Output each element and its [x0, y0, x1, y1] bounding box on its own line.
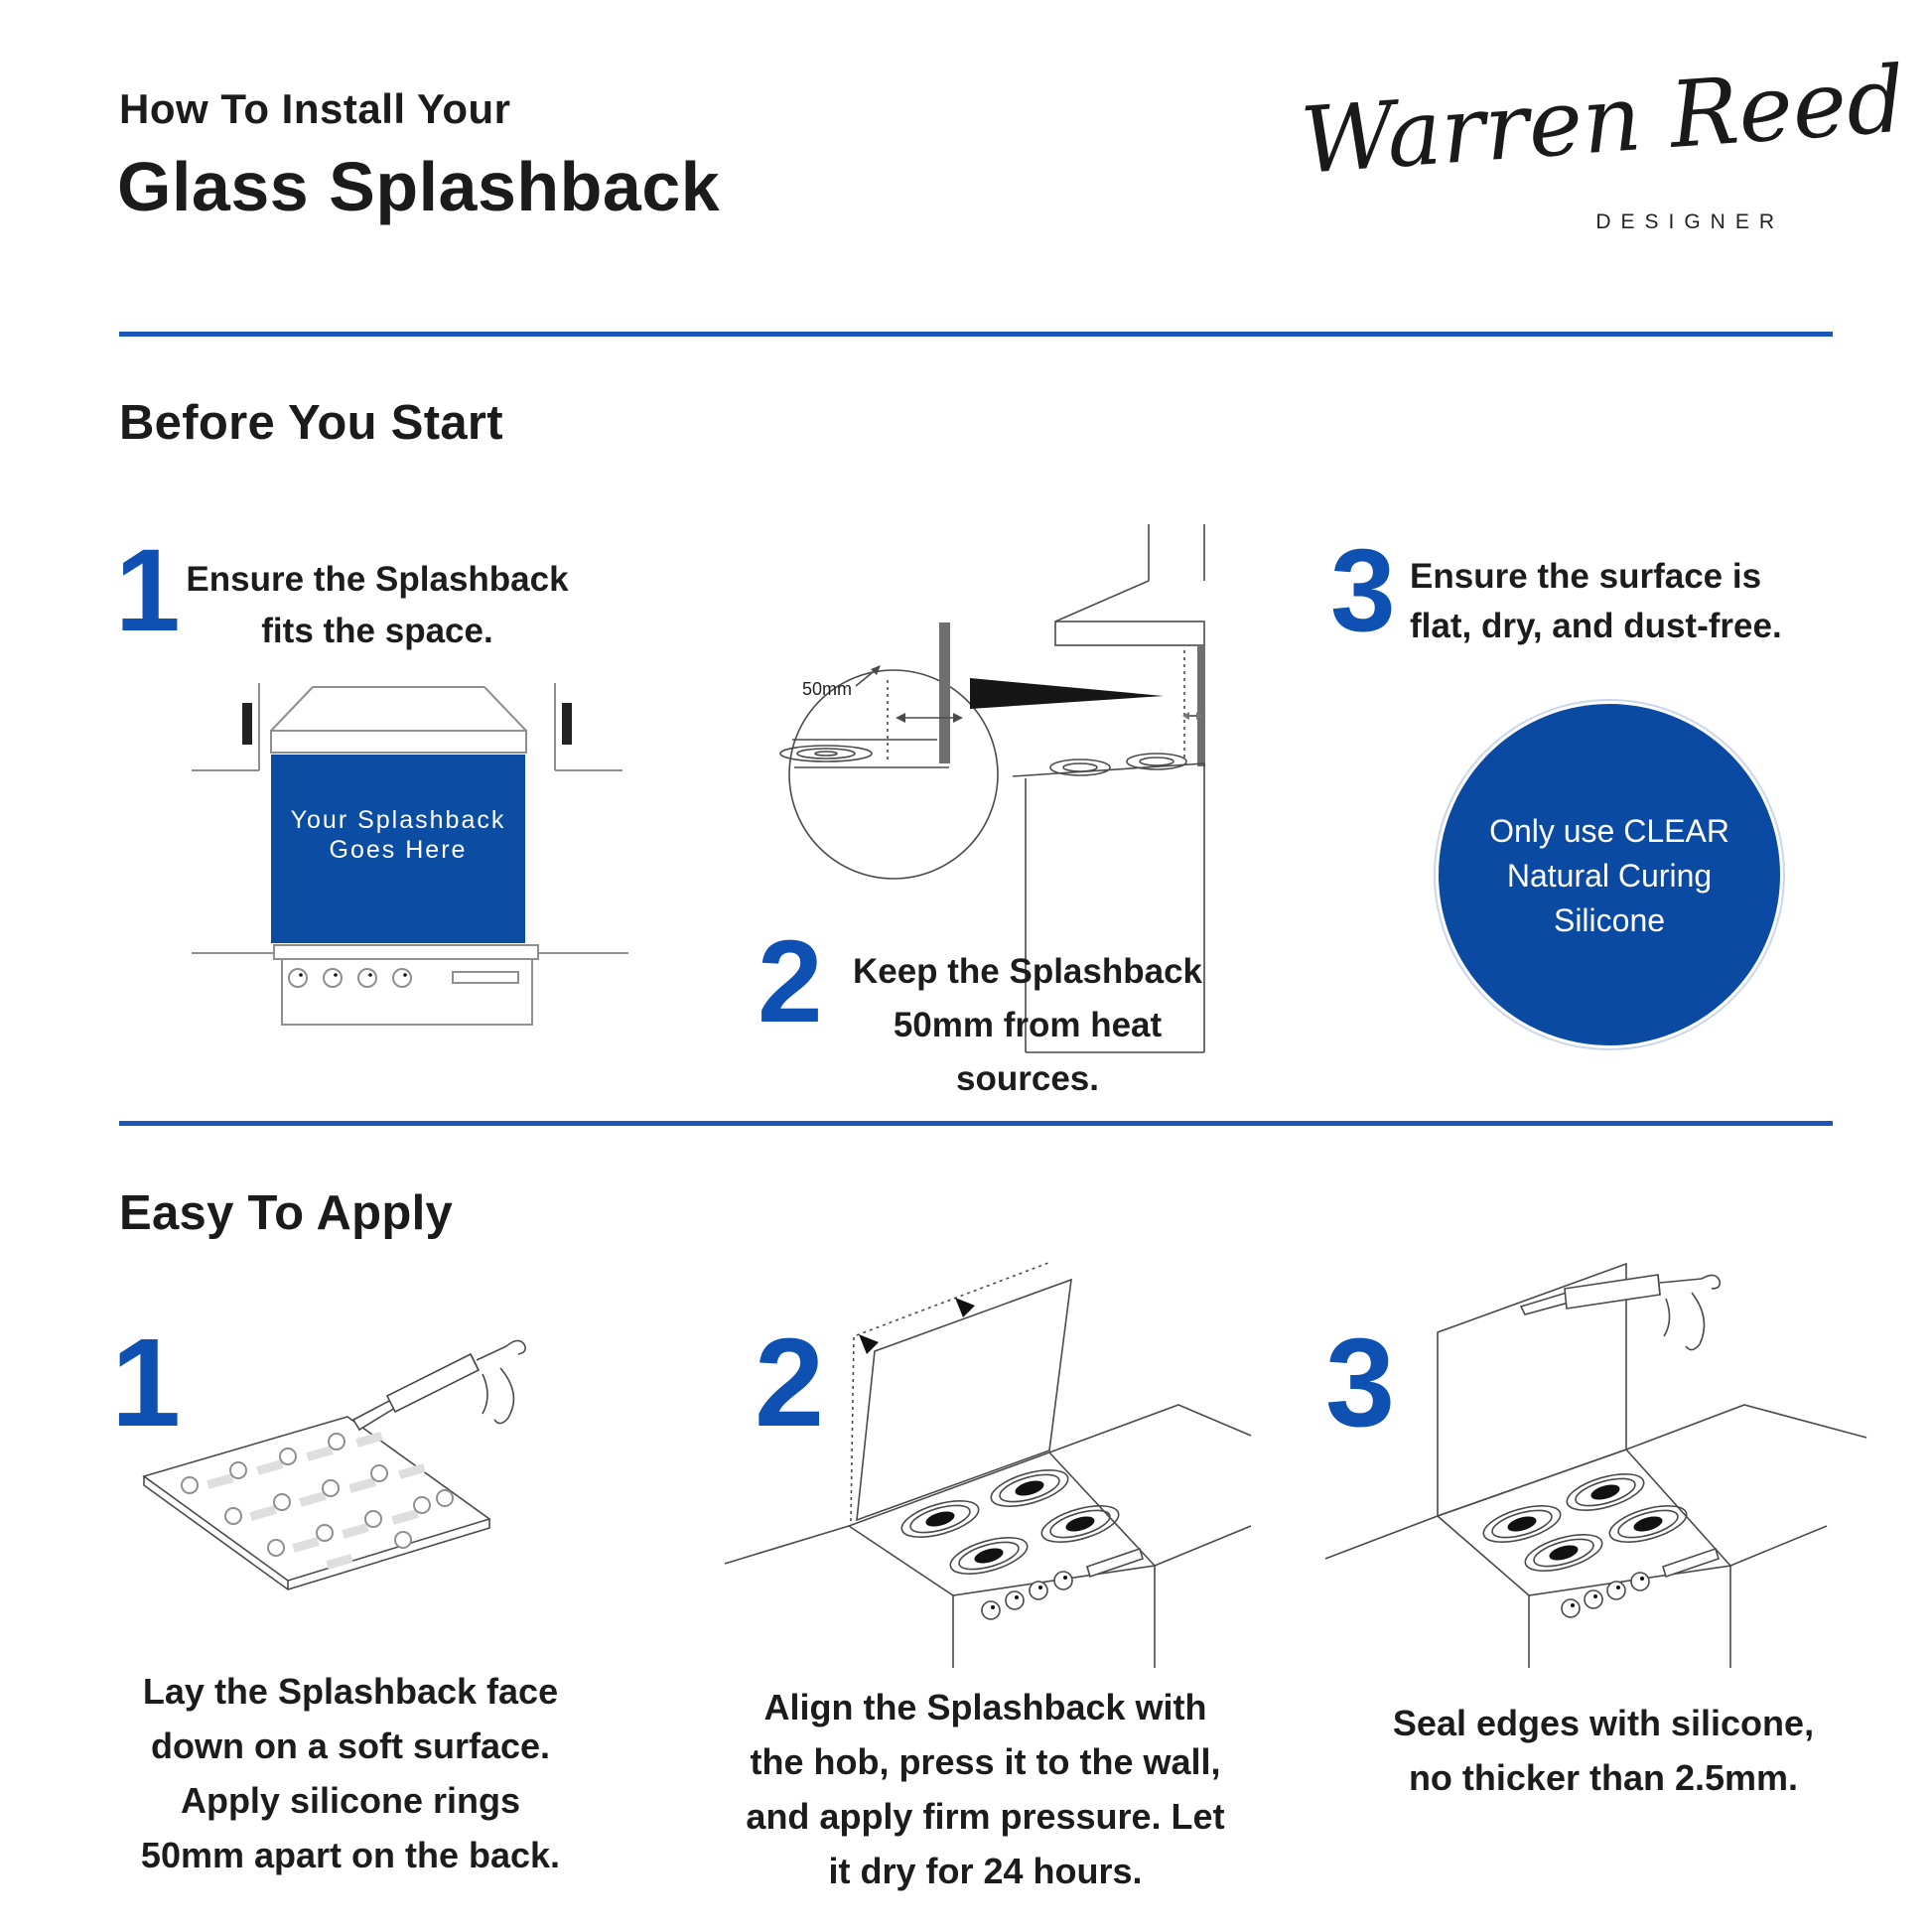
splashback-face-down — [144, 1417, 489, 1589]
note-line: Only use CLEAR — [1489, 813, 1729, 849]
page-subtitle: How To Install Your — [119, 85, 511, 132]
left-cabinet-icon — [192, 683, 259, 770]
step-text-line: sources. — [956, 1059, 1099, 1098]
step-text-line: flat, dry, and dust-free. — [1410, 607, 1782, 645]
before-step-3-number: 3 — [1330, 525, 1396, 656]
before-step-1-text — [169, 554, 586, 657]
step-text-line: fits the space. — [261, 612, 493, 650]
caption-line: Lay the Splashback face — [142, 1671, 559, 1712]
section-heading-apply: Easy To Apply — [119, 1186, 454, 1240]
before-step-3-text — [1410, 552, 1916, 651]
seal-edges-diagram — [1271, 1251, 1866, 1668]
caption-line: and apply firm pressure. Let — [746, 1796, 1225, 1837]
caption-line: Seal edges with silicone, — [1392, 1703, 1815, 1743]
note-line: Silicone — [1553, 902, 1666, 938]
before-step-2-number: 2 — [758, 916, 823, 1047]
caption-line: Align the Splashback with — [763, 1687, 1207, 1727]
caption-line: the hob, press it to the wall, — [750, 1741, 1221, 1782]
callout-wedge — [970, 678, 1164, 709]
apply-step-1-caption — [87, 1664, 614, 1882]
splashback-fit-diagram — [177, 673, 643, 1070]
apply-step-3-number: 3 — [1325, 1312, 1396, 1452]
panel-label-line1: Your Splashback — [290, 806, 506, 834]
cooker-hood-icon — [271, 687, 526, 753]
apply-step-2-caption — [700, 1680, 1271, 1898]
brand-signature: Warren Reed — [1297, 46, 1909, 195]
splashback-side-view — [1182, 645, 1205, 766]
right-cabinet-icon — [555, 683, 622, 770]
brand-logo — [1297, 46, 1909, 257]
page-title: Glass Splashback — [117, 148, 721, 225]
apply-step-1-number: 1 — [111, 1312, 182, 1452]
step-text-line: Ensure the surface is — [1410, 557, 1762, 596]
before-step-2-text — [809, 945, 1246, 1106]
step-text-line: Ensure the Splashback — [186, 560, 569, 599]
brand-subtitle: DESIGNER — [1595, 210, 1784, 233]
panel-label-line2: Goes Here — [329, 836, 468, 864]
section-divider — [119, 1121, 1833, 1126]
zoom-circle-icon — [780, 622, 998, 879]
splashback-panel — [271, 755, 525, 943]
align-press-diagram — [695, 1251, 1251, 1668]
caption-line: down on a soft surface. — [150, 1725, 551, 1766]
step-text-line: Keep the Splashback — [852, 952, 1203, 991]
silicone-note-text — [1439, 809, 1780, 943]
press-arrow-icon — [955, 1298, 975, 1317]
silicone-rings-diagram — [60, 1312, 616, 1668]
apply-step-3-caption — [1320, 1696, 1886, 1805]
counter-and-oven-icon — [192, 945, 628, 1025]
section-heading-before: Before You Start — [119, 396, 503, 450]
caption-line: no thicker than 2.5mm. — [1408, 1757, 1799, 1798]
measure-label: 50mm — [802, 679, 853, 699]
apply-step-2-number: 2 — [755, 1312, 825, 1452]
caption-line: 50mm apart on the back. — [140, 1835, 561, 1875]
section-divider — [119, 332, 1833, 337]
caulk-gun-icon — [353, 1340, 525, 1430]
caption-line: it dry for 24 hours. — [828, 1851, 1143, 1891]
note-line: Natural Curing — [1506, 858, 1713, 894]
before-step-1-number: 1 — [115, 525, 181, 656]
silicone-note-badge — [1436, 701, 1783, 1048]
step-text-line: 50mm from heat — [893, 1006, 1163, 1044]
hood-side-view-icon — [1055, 524, 1204, 645]
caption-line: Apply silicone rings — [180, 1780, 521, 1821]
